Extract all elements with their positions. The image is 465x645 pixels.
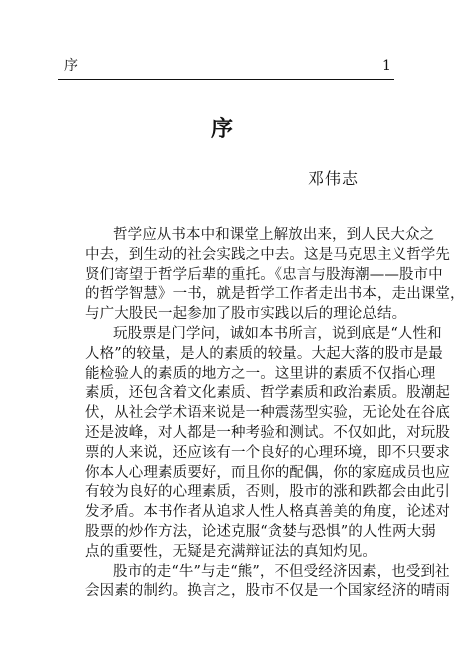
text-line: 点的重要性，无疑是充满辩证法的真知灼见。 <box>85 543 377 560</box>
text-line: 与广大股民一起参加了股市实践以后的理论总结。 <box>85 306 407 323</box>
text-line: 哲学应从书本中和课堂上解放出来，到人民大众之 <box>113 227 435 243</box>
chapter-title: 序 <box>211 116 234 142</box>
text-line: 中去，到生动的社会实践之中去。这是马克思主义哲学先 <box>85 246 450 263</box>
text-line: 会因素的制约。换言之，股市不仅是一个国家经济的晴雨 <box>85 583 450 600</box>
text-line: 发矛盾。本书作者从追求人性人格真善美的角度，论述对 <box>85 504 450 521</box>
body-text <box>85 226 465 602</box>
text-line: 贤们寄望于哲学后辈的重托。《忠言与股海潮——股市中 <box>85 266 443 283</box>
text-line: 的哲学智慧》一书，就是哲学工作者走出书本，走出课堂， <box>85 286 465 303</box>
text-line: 伏，从社会学术语来说是一种震荡型实验，无论处在谷底 <box>85 405 450 422</box>
text-line: 人格”的较量，是人的素质的较量。大起大落的股市是最 <box>85 345 443 362</box>
text-line: 还是波峰，对人都是一种考验和测试。不仅如此，对玩股 <box>85 424 450 441</box>
text-line: 你本人心理素质要好，而且你的配偶，你的家庭成员也应 <box>85 464 450 481</box>
author-name: 邓伟志 <box>308 169 360 188</box>
text-line: 股票的炒作方法，论述克服“贪婪与恐惧”的人性两大弱 <box>85 523 436 540</box>
text-line: 有较为良好的心理素质，否则，股市的涨和跌都会由此引 <box>85 484 450 501</box>
running-head: 序 <box>64 58 78 74</box>
text-line: 能检验人的素质的地方之一。这里讲的素质不仅指心理 <box>85 365 436 382</box>
text-line: 股市的走“牛”与走“熊”，不但受经济因素，也受到社 <box>113 563 450 580</box>
text-line: 素质，还包含着文化素质、哲学素质和政治素质。股潮起 <box>85 385 450 402</box>
header-rule <box>58 79 394 80</box>
text-line: 票的人来说，还应该有一个良好的心理环境，即不只要求 <box>85 444 450 461</box>
text-line: 玩股票是门学问，诚如本书所言，说到底是“人性和 <box>113 325 442 342</box>
page-number: 1 <box>382 58 391 74</box>
